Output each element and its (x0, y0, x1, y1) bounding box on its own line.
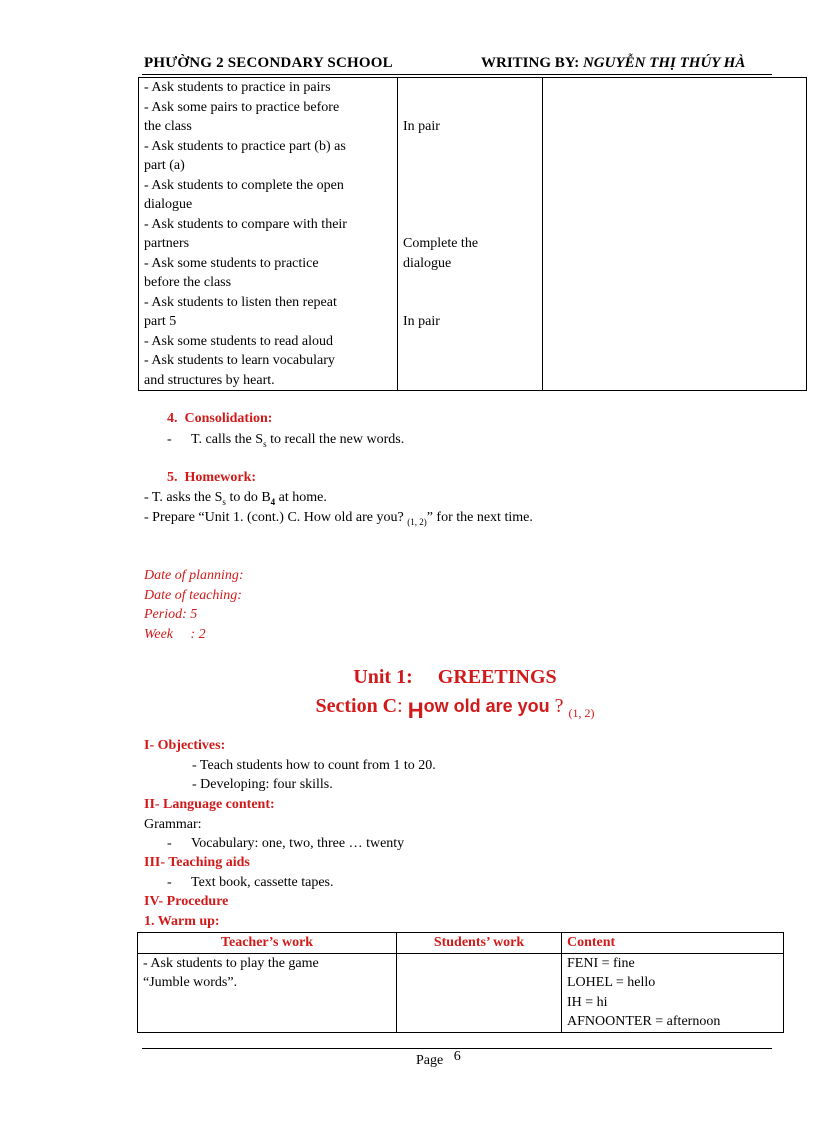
procedure-heading: IV- Procedure (144, 894, 229, 909)
student-line: In pair (403, 119, 440, 134)
homework-line-1: - T. asks the $S_s$ to do $B_4$ at home. (144, 490, 327, 507)
student-line: dialogue (403, 255, 452, 271)
student-line (403, 176, 537, 196)
student-line (403, 371, 537, 391)
student-line (403, 273, 537, 293)
objectives-heading: I- Objectives: (144, 738, 226, 753)
col-header-teacher: Teacher’s work (138, 933, 397, 954)
student-work-cell (397, 953, 562, 1032)
student-line: In pair (403, 314, 440, 329)
teacher-line: - Ask students to complete the open (144, 177, 344, 193)
objective-item: - Developing: four skills. (192, 777, 333, 792)
student-line (403, 78, 537, 98)
language-heading: II- Language content: (144, 797, 275, 812)
homework-heading: 5. Homework: (167, 470, 257, 485)
objective-item: - Teach students how to count from 1 to 20. (192, 758, 436, 773)
teacher-line: partners (144, 236, 190, 251)
table-row (139, 78, 807, 391)
student-line (403, 195, 537, 215)
teacher-line: “Jumble words”. (143, 975, 238, 990)
student-line: Complete the (403, 236, 479, 251)
teacher-work-cell (138, 953, 397, 1032)
student-line (403, 215, 537, 235)
vocabulary-item: - Vocabulary: one, two, three … twenty (167, 836, 405, 851)
warmup-table (137, 932, 784, 1033)
table-row (138, 953, 784, 1032)
writer-label: WRITING BY: (481, 55, 580, 71)
teacher-line: - Ask students to listen then repeat (144, 294, 337, 310)
table-header-row (138, 933, 784, 954)
teacher-line: - Ask some pairs to practice before (144, 99, 340, 115)
teacher-line: - Ask students to play the game (143, 955, 319, 971)
student-line (403, 98, 537, 118)
content-line: AFNOONTER = afternoon (567, 1014, 721, 1029)
teacher-line: part (a) (144, 158, 185, 173)
content-line: IH = hi (567, 994, 608, 1010)
student-line (403, 156, 537, 176)
student-line (403, 293, 537, 313)
grammar-label: Grammar: (144, 817, 202, 832)
teacher-line: part 5 (144, 314, 177, 329)
student-line (403, 137, 537, 157)
section-title: Section C: How old are you ? $_{(1, 2)}$ (315, 695, 595, 723)
teacher-line: - Ask students to practice part (b) as (144, 138, 346, 154)
teacher-line: - Ask students to practice in pairs (144, 80, 331, 95)
aids-heading: III- Teaching aids (144, 855, 250, 870)
teacher-line: dialogue (144, 197, 193, 212)
teacher-line: - Ask some students to read aloud (144, 333, 333, 349)
header-school: PHƯỜNG 2 SECONDARY SCHOOL (144, 55, 393, 71)
unit-title: Unit 1: GREETINGS (353, 666, 557, 688)
date-of-planning: Date of planning: (144, 568, 244, 583)
col-header-content: Content (562, 933, 784, 954)
student-line (403, 351, 537, 371)
consolidation-heading: 4. Consolidation: (167, 411, 273, 426)
teacher-line: the class (144, 119, 192, 134)
teacher-line: - Ask students to learn vocabulary (144, 353, 335, 368)
content-line: FENI = fine (567, 955, 635, 971)
header-rule (142, 74, 772, 75)
col-header-students: Students’ work (397, 933, 562, 954)
teacher-line: - Ask students to compare with their (144, 216, 347, 232)
student-work-cell (398, 78, 543, 391)
consolidation-item: - T. calls the $S_s$ to recall the new words. (167, 432, 405, 449)
content-line: LOHEL = hello (567, 975, 656, 990)
page-number: Page 6 (416, 1049, 461, 1068)
writer-name: NGUYỄN THỊ THÚY HÀ (582, 55, 746, 71)
teacher-line: before the class (144, 275, 232, 290)
week: Week : 2 (144, 627, 206, 642)
aids-item: - Text book, cassette tapes. (167, 875, 334, 890)
activity-table (138, 77, 807, 391)
teacher-line: - Ask some students to practice (144, 255, 319, 271)
content-cell (543, 78, 807, 391)
student-line (403, 332, 537, 352)
homework-line-2: - Prepare “Unit 1. (cont.) C. How old are you? $_{(1, 2)}$” for the next time. (144, 510, 533, 527)
teacher-work-cell (139, 78, 398, 391)
warmup-heading: 1. Warm up: (144, 914, 220, 929)
period: Period: 5 (144, 607, 198, 622)
content-cell (562, 953, 784, 1032)
teacher-line: and structures by heart. (144, 372, 275, 388)
date-of-teaching: Date of teaching: (144, 588, 242, 603)
header-writer (481, 55, 745, 72)
